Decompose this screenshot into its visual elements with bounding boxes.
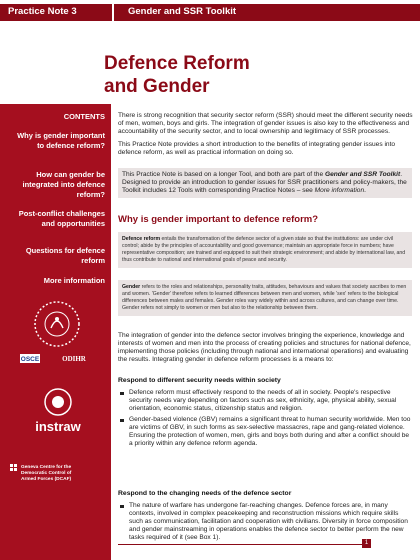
box-text-start: This Practice Note is based on a longer Tool, and both are part of the	[122, 171, 325, 178]
sidebar-item-post-conflict[interactable]: Post-conflict challenges and opportunities	[18, 209, 105, 228]
dcaf-line-1: Geneva Centre for the	[21, 465, 72, 470]
definition-text-gender: refers to the roles and relationships, personality traits, attitudes, behaviours and values that society ascribes to men and women. 'Gender' therefore refers to learned differences between men and women, while 'sex' refers to the biological differences between males and females. Gender roles vary widely within and across cultures, and can change over time. Gender refers not simply to women or men but also to the relationship between them.	[122, 284, 407, 311]
page-title	[104, 52, 250, 98]
integration-paragraph: The integration of gender into the defence sector involves bringing the experience, knowledge and interests of women and men into the process of creating policies and structures for national defence, implementing those policies (including through national and international operations) and evaluating the results. Integrating gender in defence reform processes is a means to:	[118, 332, 411, 363]
practice-note-label: Practice Note 3	[8, 6, 77, 17]
list-item: The nature of warfare has undergone far-reaching changes. Defence forces are, in many contexts, involved in complex peacekeeping and reconstruction missions which require skills such as communication, facilitation and cooperation with civilians. Diversity in force composition and gender mainstreaming in operations enables the defence sector to better perform the new tasks required of it (see Box 1).	[118, 502, 412, 542]
sidebar-item-why-gender[interactable]: Why is gender important to defence reform?	[17, 131, 105, 150]
page-number: 1	[362, 539, 371, 548]
definition-term-gender: Gender	[122, 284, 141, 290]
definition-term-defence-reform: Defence reform	[122, 236, 161, 242]
osce-text: OSCE	[20, 356, 40, 363]
title-line-2: and Gender	[104, 76, 210, 97]
instraw-text: instraw	[35, 419, 81, 434]
instraw-logo	[18, 386, 98, 446]
toolkit-label: Gender and SSR Toolkit	[128, 6, 237, 17]
box-more-info-link[interactable]: More information	[314, 187, 365, 194]
sidebar-item-questions[interactable]: Questions for defence reform	[25, 246, 105, 265]
header-divider	[112, 4, 114, 21]
sidebar-item-more-info[interactable]: More information	[43, 276, 105, 285]
list-item: Gender-based violence (GBV) remains a significant threat to human security worldwide. Men too are victims of GBV, in such forms as sex-selective massacres, rape and gang-related violence. Ensuring the protection of women, men, girls and boys both during and after a conflict should be a priority within any defence reform agenda.	[118, 416, 412, 448]
box-text-end: . Designed to provide an introduction to gender issues for SSR practitioners and policy-makers, the Toolkit includes 12 Tools with corresponding Practice Notes – see	[122, 171, 407, 194]
box-text-tail: .	[364, 187, 366, 194]
footer-rule	[118, 544, 362, 545]
subheading-security-needs: Respond to different security needs within society	[118, 377, 281, 384]
intro-paragraph-2: This Practice Note provides a short introduction to the benefits of integrating gender issues into defence reform, as well as practical information on doing so.	[118, 141, 396, 157]
title-line-1: Defence Reform	[104, 53, 250, 74]
dcaf-line-2: Democratic Control of	[21, 471, 72, 476]
definition-text-defence-reform: entails the transformation of the defence sector of a given state so that the institutions: are under civil control; abide by the principles of accountability and good governance; maintain an appropriate force in numbers; have representative composition; are trained and equipped to suit their strategic environment; and abide by international law, and thus contribute to national and international goals of peace and security.	[122, 236, 406, 263]
list-item: Defence reform must effectively respond to the needs of all in society. People's respective security needs vary depending on factors such as sex, ethnicity, age, physical ability, sexual orientation, economic status, citizenship status and religion.	[118, 389, 412, 413]
sidebar	[0, 104, 111, 560]
dcaf-line-3: Armed Forces (DCAF)	[21, 477, 72, 482]
intro-paragraph-1: There is strong recognition that security sector reform (SSR) should meet the different security needs of men, women, boys and girls. The integration of gender issues is also key to the effectiveness and accountability of the security sector, and to local ownership and legitimacy of SSR processes.	[118, 112, 413, 136]
osce-odihr-logo	[16, 294, 98, 374]
definition-box-defence-reform	[118, 232, 412, 268]
contents-heading: CONTENTS	[63, 112, 105, 121]
bullet-list-security-needs	[118, 389, 412, 451]
box-toolkit-name: Gender and SSR Toolkit	[324, 171, 401, 178]
intro-section	[118, 112, 413, 162]
sidebar-item-how-integrate[interactable]: How can gender be integrated into defence reform?	[22, 170, 105, 199]
header-bar	[0, 4, 420, 21]
subheading-defence-needs: Respond to the changing needs of the defence sector	[118, 490, 292, 497]
toolkit-info-box	[118, 168, 412, 198]
dcaf-logo	[8, 460, 104, 500]
section-heading: Why is gender important to defence reform?	[118, 214, 319, 225]
odihr-text: ODIHR	[62, 355, 86, 363]
definition-box-gender	[118, 280, 412, 316]
